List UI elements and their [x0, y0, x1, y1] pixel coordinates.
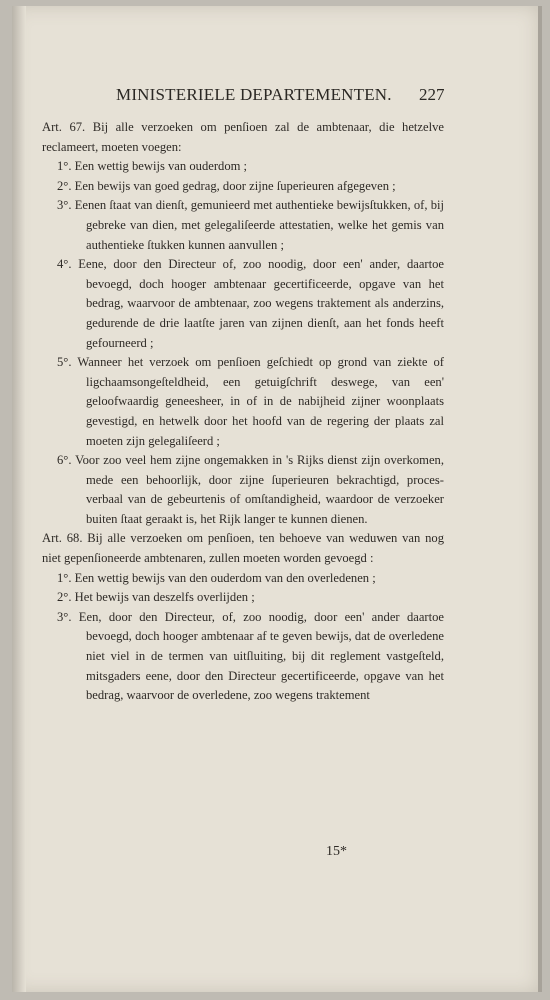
- book-page: [12, 6, 542, 992]
- article-68-item-1: 1°. Een wettig bewijs van den ouderdom van den overledenen ;: [57, 570, 376, 585]
- page-number: 227: [419, 85, 445, 104]
- body-text: [42, 118, 444, 706]
- article-67-item-6: 6°. Voor zoo veel hem zijne ongemakken in 's Rijks dienst zijn overkomen, mede een behoorlijk, door zijne ſuperieuren bekrachtigd, proces-verbaal van de gebeurtenis of omſtandigheid, waardoor de verzoeker buiten ſtaat geraakt is, het Rijk langer te kunnen dienen.: [57, 453, 444, 526]
- article-68-item-2: 2°. Het bewijs van deszelfs overlijden ;: [57, 590, 255, 605]
- article-67-item-5: 5°. Wanneer het verzoek om penſioen geſchiedt op grond van ziekte of ligchaamsongeſteldheid, een getuigſchrift deswege, van een' geloofwaardig geneesheer, in of in de nabijheid zijner woonplaats gevestigd, en hetwelk door het hoofd van de regering der plaats zal moeten zijn gelegaliſeerd ;: [57, 355, 444, 448]
- article-68-intro: Art. 68. Bij alle verzoeken om penſioen, ten behoeve van weduwen van nog niet gepenſioneerde ambtenaren, zullen moeten worden gevoegd :: [42, 531, 444, 566]
- article-67-item-2: 2°. Een bewijs van goed gedrag, door zijne ſuperieuren afgegeven ;: [57, 178, 396, 193]
- article-67-item-3: 3°. Eenen ſtaat van dienſt, gemunieerd met authentieke bewijsſtukken, of, bij gebreke van dien, met gelegaliſeerde attestatien, welke het gemis van authentieke ſtukken kunnen aanvullen ;: [57, 198, 444, 252]
- signature-mark: 15*: [326, 844, 347, 859]
- running-head: MINISTERIELE DEPARTEMENTEN.: [116, 85, 392, 104]
- article-68-item-3: 3°. Een, door den Directeur, of, zoo noodig, door een' ander daartoe bevoegd, doch hooger ambtenaar af te geven bewijs, dat de overledene niet viel in de termen van uitſluiting, bij dit reglement vastgeſteld, mitsgaders eene, door den Directeur gecertificeerde, opgave van het bedrag, waarvoor de overledene, zoo wegens traktement: [57, 609, 444, 703]
- article-67-item-1: 1°. Een wettig bewijs van ouderdom ;: [57, 159, 248, 174]
- page-gutter: [12, 6, 26, 992]
- article-67-intro: Art. 67. Bij alle verzoeken om penſioen zal de ambtenaar, die hetzelve reclameert, moeten voegen:: [42, 120, 444, 154]
- article-67-item-4: 4°. Eene, door den Directeur of, zoo noodig, door een' ander, daartoe bevoegd, doch hooger ambtenaar gecertificeerde, opgave van het bedrag, waarvoor de ambtenaar, zoo wegens traktement als anderzins, gedurende de drie laatſte jaren van zijnen dienſt, aan het fonds heeft gefourneerd ;: [57, 257, 444, 350]
